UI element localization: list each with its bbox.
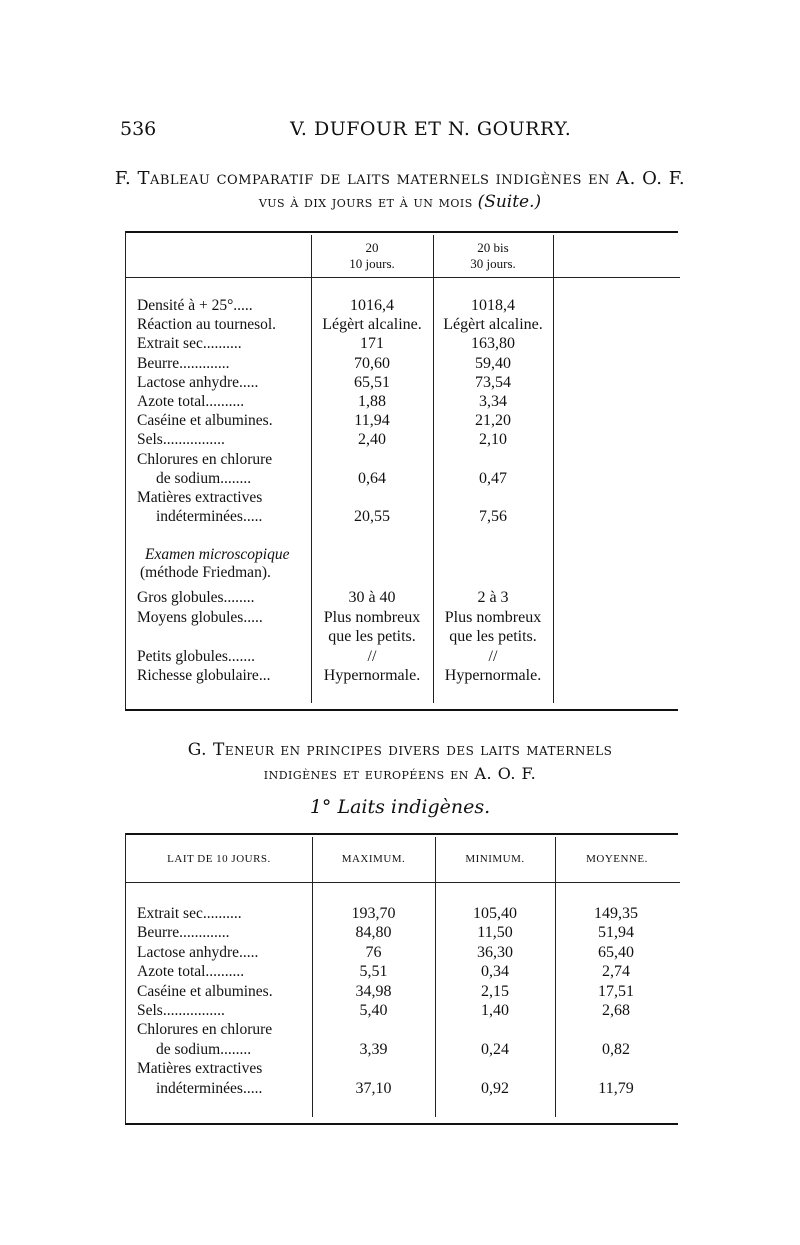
table-f-title-line2-text: vus à dix jours et à un mois [258,193,473,211]
table-g-cell-moy: 2,74 [602,963,630,981]
table-g-cell-moy: 2,68 [602,1002,630,1019]
table-f-cell-col2: 73,54 [475,373,511,391]
table-g-cell-min: 0,24 [481,1040,509,1058]
table-f-cell-col1: 20,55 [354,508,390,526]
table-g-cell-min: 1,40 [481,1002,509,1019]
table-f-cell-col2: 3,34 [479,393,507,410]
table-g-row-label: Extrait sec.......... [137,905,242,922]
table-g-cell-min: 2,15 [481,982,509,1000]
table-f-cell-col1: 2,40 [358,431,386,449]
table-g-cell-moy: 65,40 [598,943,634,961]
table-g-cell-max: 3,39 [359,1040,388,1058]
table-f-cell-col1: 1016,4 [350,297,394,314]
table-f-micro-col2: 2 à 3 [477,589,509,606]
table-f-micro-col1: que les petits. [328,628,416,645]
table-f-cell-col2: Légèrt alcaline. [443,316,543,334]
table-f-row-label: Sels................ [137,431,225,449]
table-f-micro-col2: que les petits. [449,628,537,645]
table-f-row-label: Extrait sec.......... [137,335,242,353]
table-f-cell-col2: 163,80 [471,335,515,353]
table-f-row-label: Beurre............. [137,354,230,372]
table-f-cell-col1: 0,64 [358,469,386,487]
table-g-col0-head: LAIT DE 10 JOURS. [167,853,271,865]
table-f-row-label: Azote total.......... [137,393,245,410]
table-f-title: F. Tableau comparatif de laits maternels indigènes en A. O. F. [114,168,686,189]
table-f-row-label: Lactose anhydre..... [137,373,259,391]
table-f-cell-col2: 21,20 [475,412,511,430]
table-f-header-divider [125,277,680,278]
table-g-row-label: Chlorures en chlorure [137,1021,273,1039]
table-f-micro-col2: Plus nombreux [444,608,542,626]
table-g-row-label: Matières extractives [137,1060,263,1078]
table-f-cell-col1: Légèrt alcaline. [322,316,422,334]
table-f-micro-label: Gros globules........ [137,589,255,606]
table-f-micro-col2: // [488,647,498,665]
running-title: V. DUFOUR ET N. GOURRY. [290,118,572,140]
table-g-left-border [125,833,126,1123]
table-g-row-label: indéterminées..... [156,1079,263,1097]
table-g-cell-max: 84,80 [355,924,392,942]
table-f-col-divider-3 [553,235,554,703]
table-g-col2-head: MINIMUM. [465,853,525,865]
table-f-col1-head [312,240,432,272]
table-g-row-label: Caséine et albumines. [137,982,273,1000]
table-f-row-label: Réaction au tournesol. [137,316,277,334]
table-f-row-label: Densité à + 25°..... [137,297,253,314]
table-g-cell-min: 0,92 [481,1079,509,1097]
table-f-col1-num: 20 [365,240,379,255]
table-f-col2-days: 30 jours. [470,256,516,271]
table-f-cell-col2: 7,56 [479,508,507,526]
table-g-row-label: Azote total.......... [137,963,245,981]
table-g-header-divider [125,882,680,883]
table-f-row-label: Chlorures en chlorure [137,450,273,468]
table-f-exam-method: (méthode Friedman). [140,564,271,581]
table-f-row-label: indéterminées..... [156,508,263,526]
table-g-cell-moy: 17,51 [598,982,634,1000]
table-f-cell-col2: 0,47 [479,469,507,487]
table-f-micro-label: Moyens globules..... [137,608,263,626]
table-f-col2-head [434,240,552,272]
table-f-cell-col2: 1018,4 [471,297,515,314]
table-g-cell-max: 34,98 [355,982,392,1000]
table-g-cell-moy: 51,94 [598,924,634,942]
page-header [120,118,680,144]
table-f-cell-col1: 70,60 [354,354,390,372]
table-f-micro-col1: Plus nombreux [323,608,421,626]
table-g-row-label: Sels................ [137,1002,225,1019]
table-f-micro-col1: // [367,647,377,665]
table-g-col3-head: MOYENNE. [586,853,648,865]
table-f-row-label: Matières extractives [137,489,263,506]
table-f-micro-label: Richesse globulaire... [137,667,271,684]
table-g-cell-max: 5,40 [359,1002,388,1019]
table-g-cell-min: 11,50 [477,924,513,942]
table-g-cell-min: 36,30 [477,943,513,961]
table-f-left-border [125,231,126,709]
table-g-cell-moy: 149,35 [594,905,638,922]
table-f-cell-col1: 65,51 [354,373,390,391]
table-f-micro-col1: 30 à 40 [348,589,396,606]
table-g-cell-moy: 0,82 [602,1040,630,1058]
table-g-cell-min: 0,34 [481,963,509,981]
table-f-col2-num: 20 bis [477,240,509,255]
table-g-col1-head: MAXIMUM. [341,853,406,865]
table-f-exam-title: Examen microscopique [145,546,290,563]
table-f-cell-col1: 171 [360,335,384,353]
table-g-row-label: Lactose anhydre..... [137,943,259,961]
table-g-cell-max: 76 [365,943,382,961]
table-g-row-label: Beurre............. [137,924,230,942]
table-g-cell-max: 193,70 [351,905,396,922]
table-f-suite: (Suite.) [477,192,542,212]
table-f-cell-col1: 11,94 [354,412,390,430]
table-f-micro-col2: Hypernormale. [444,667,542,684]
table-g-cell-max: 5,51 [359,963,388,981]
table-f-col1-days: 10 jours. [349,256,395,271]
table-f-cell-col2: 2,10 [479,431,507,449]
table-g-subtitle: 1° Laits indigènes. [309,796,491,818]
table-f-micro-col1: Hypernormale. [323,667,421,684]
table-f-title-line2 [150,192,650,212]
table-f-micro-label: Petits globules....... [137,647,255,665]
table-g-title: G. Teneur en principes divers des laits maternels [187,740,613,760]
page-number: 536 [120,118,157,140]
table-g-cell-max: 37,10 [355,1079,392,1097]
table-g-cell-min: 105,40 [473,905,517,922]
table-g-row-label: de sodium........ [156,1040,252,1058]
table-f-row-label: Caséine et albumines. [137,412,273,430]
table-f-row-label: de sodium........ [156,469,252,487]
table-f-cell-col1: 1,88 [358,393,386,410]
table-f-cell-col2: 59,40 [475,354,511,372]
table-g-title-line2: indigènes et européens en A. O. F. [263,764,537,783]
table-g-cell-moy: 11,79 [598,1079,634,1097]
